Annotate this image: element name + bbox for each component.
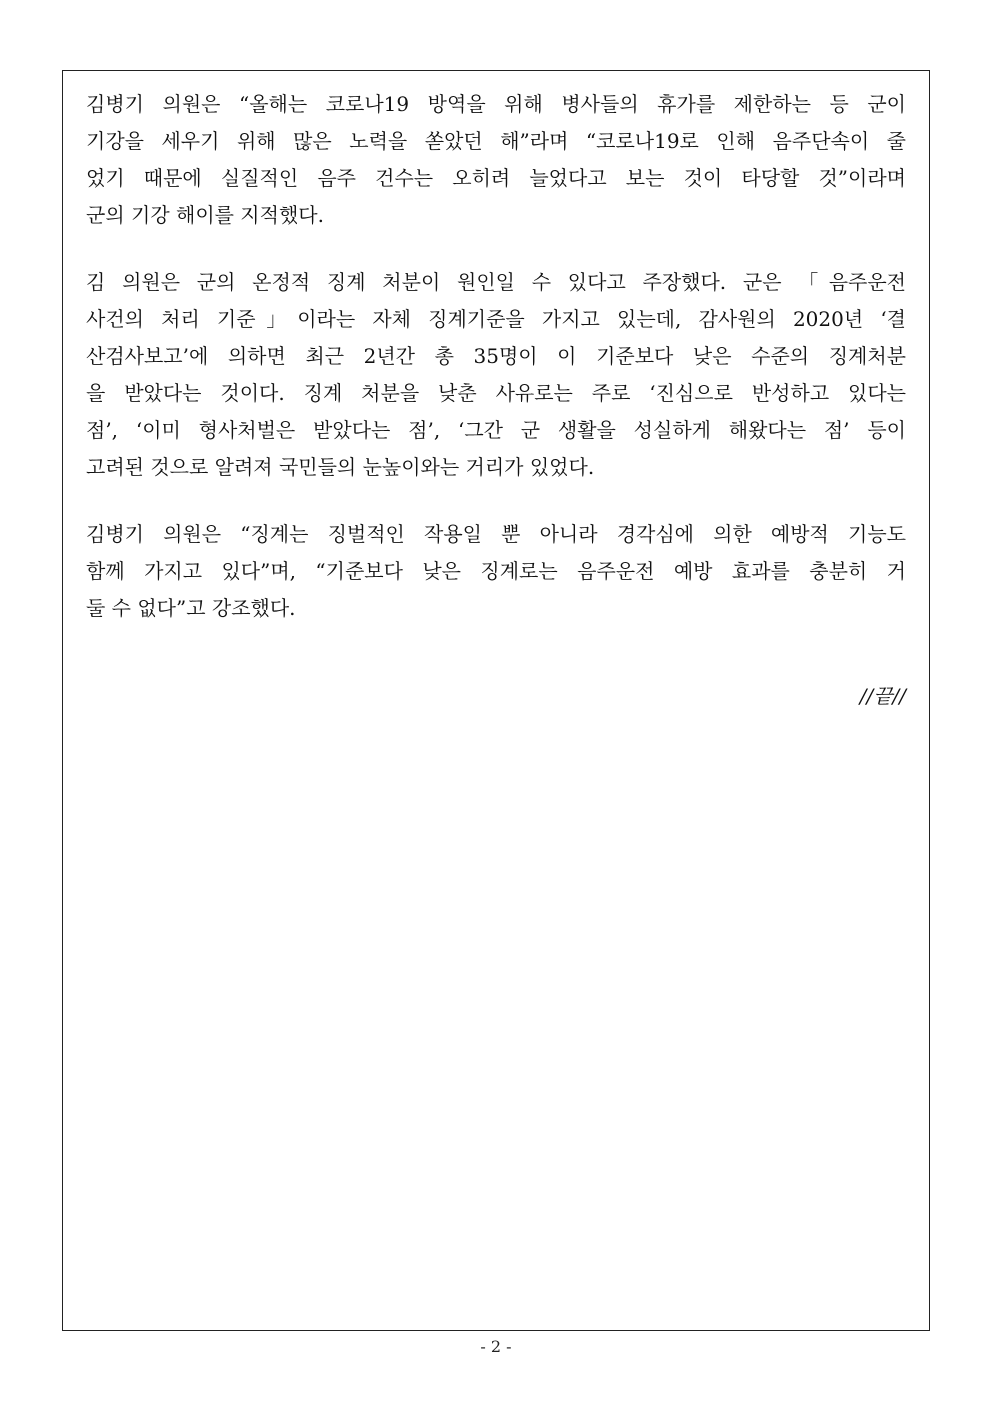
end-mark: //끝// <box>859 684 906 708</box>
document-body <box>86 86 906 657</box>
text-line: 었기 때문에 실질적인 음주 건수는 오히려 늘었다고 보는 것이 타당할 것”이라며 <box>86 166 906 190</box>
text-line: 함께 가지고 있다”며, “기준보다 낮은 징계로는 음주운전 예방 효과를 충분히 거 <box>86 559 906 583</box>
text-line: 사건의 처리 기준」이라는 자체 징계기준을 가지고 있는데, 감사원의 2020년 ‘결 <box>86 307 906 331</box>
text-line: 김병기 의원은 “징계는 징벌적인 작용일 뿐 아니라 경각심에 의한 예방적 기능도 <box>86 522 906 546</box>
text-line: 기강을 세우기 위해 많은 노력을 쏟았던 해”라며 “코로나19로 인해 음주단속이 줄 <box>86 129 906 153</box>
text-line: 김 의원은 군의 온정적 징계 처분이 원인일 수 있다고 주장했다. 군은 「음주운전 <box>86 270 906 294</box>
paragraph-3 <box>86 516 906 627</box>
text-line: 둘 수 없다”고 강조했다. <box>86 596 296 620</box>
page-number: - 2 - <box>480 1337 512 1356</box>
paragraph-1 <box>86 86 906 234</box>
text-line: 군의 기강 해이를 지적했다. <box>86 203 324 227</box>
paragraph-2 <box>86 264 906 486</box>
text-line: 산검사보고’에 의하면 최근 2년간 총 35명이 이 기준보다 낮은 수준의 징계처분 <box>86 344 906 368</box>
text-line: 을 받았다는 것이다. 징계 처분을 낮춘 사유로는 주로 ‘진심으로 반성하고 있다는 <box>86 381 906 405</box>
text-line: 고려된 것으로 알려져 국민들의 눈높이와는 거리가 있었다. <box>86 455 595 479</box>
text-line: 점’, ‘이미 형사처벌은 받았다는 점’, ‘그간 군 생활을 성실하게 해왔다는 점’ 등이 <box>86 418 906 442</box>
text-line: 김병기 의원은 “올해는 코로나19 방역을 위해 병사들의 휴가를 제한하는 등 군이 <box>86 92 906 116</box>
